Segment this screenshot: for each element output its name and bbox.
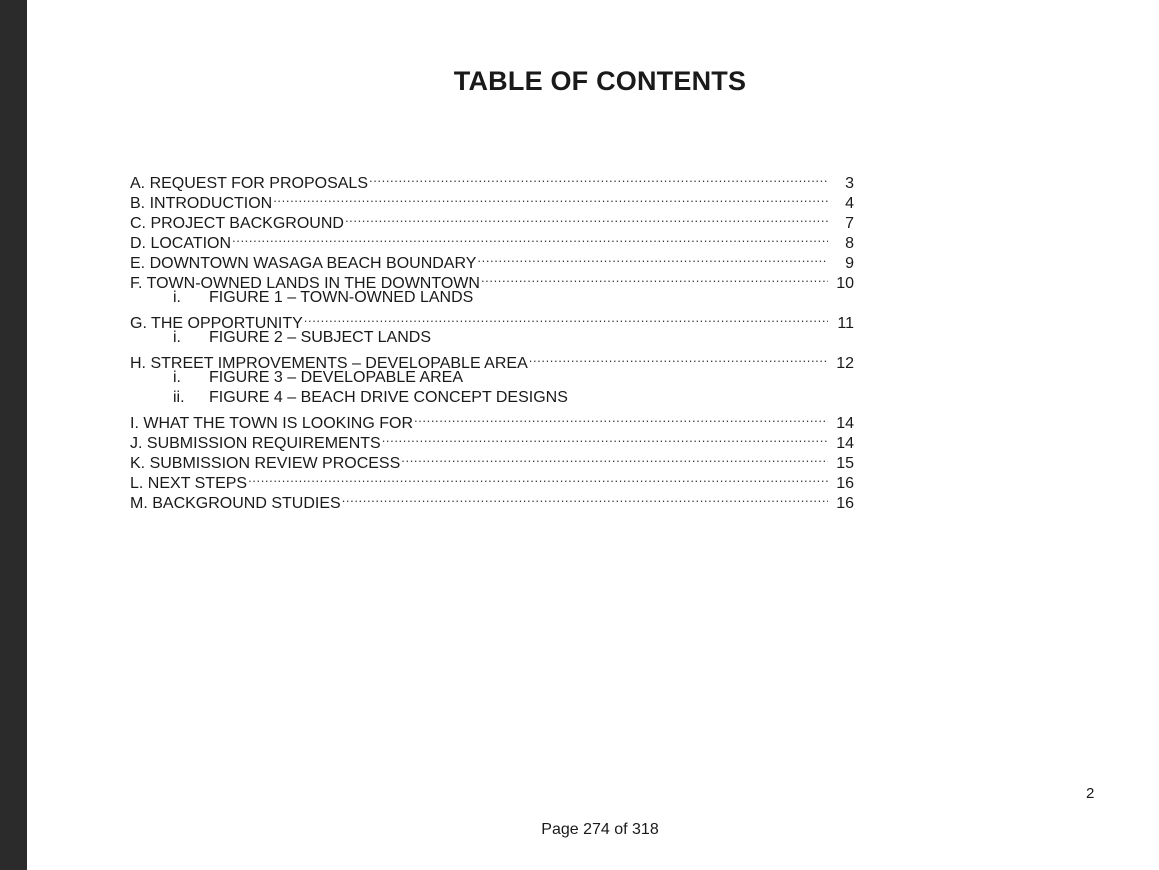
- toc-entry-page: 3: [845, 175, 854, 192]
- toc-entry-label: B. INTRODUCTION: [130, 195, 273, 212]
- toc-entry-page: 14: [836, 415, 854, 432]
- toc-entry-label: J. SUBMISSION REQUIREMENTS: [130, 435, 381, 452]
- toc-entry[interactable]: [130, 248, 854, 272]
- toc-entry[interactable]: [130, 448, 854, 472]
- toc-entry[interactable]: [130, 468, 854, 492]
- toc-entry-label: C. PROJECT BACKGROUND: [130, 215, 344, 232]
- toc-subentry[interactable]: [130, 368, 854, 388]
- page-number: 2: [1086, 785, 1095, 802]
- toc-dot-leader: [481, 268, 828, 288]
- toc-subentry-number: ii.: [173, 389, 185, 406]
- toc-entry-label: I. WHAT THE TOWN IS LOOKING FOR: [130, 415, 413, 432]
- page-title: TABLE OF CONTENTS: [453, 66, 747, 96]
- toc-dot-leader: [248, 468, 828, 488]
- toc-dot-leader: [401, 448, 828, 468]
- toc-entry-page: 12: [836, 355, 854, 372]
- toc-entry[interactable]: [130, 168, 854, 192]
- toc-subentry-label: FIGURE 2 – SUBJECT LANDS: [209, 329, 431, 346]
- toc-entry[interactable]: [130, 348, 854, 372]
- page-footer: Page 274 of 318: [541, 821, 659, 838]
- toc-entry-page: 9: [845, 255, 854, 272]
- toc-entry[interactable]: [130, 488, 854, 512]
- toc-entry-label: K. SUBMISSION REVIEW PROCESS: [130, 455, 401, 472]
- toc-entry[interactable]: [130, 228, 854, 252]
- document-page: [27, 0, 1159, 870]
- viewer-side-bar: [0, 0, 27, 870]
- toc-entry[interactable]: [130, 408, 854, 432]
- toc-entry-page: 14: [836, 435, 854, 452]
- toc-entry-label: A. REQUEST FOR PROPOSALS: [130, 175, 368, 192]
- toc-dot-leader: [529, 348, 828, 368]
- toc-entry-label: E. DOWNTOWN WASAGA BEACH BOUNDARY: [130, 255, 477, 272]
- toc-subentry-number: i.: [173, 329, 181, 346]
- toc-subentry[interactable]: [130, 288, 854, 308]
- toc-subentry[interactable]: [130, 328, 854, 348]
- toc-entry-page: 7: [845, 215, 854, 232]
- toc-dot-leader: [345, 208, 828, 228]
- toc-entry[interactable]: [130, 308, 854, 332]
- toc-subentry-number: i.: [173, 369, 181, 386]
- toc-entry-label: L. NEXT STEPS: [130, 475, 248, 492]
- toc-subentry-label: FIGURE 3 – DEVELOPABLE AREA: [209, 369, 464, 386]
- toc-entry-label: D. LOCATION: [130, 235, 232, 252]
- toc-entry-label: M. BACKGROUND STUDIES: [130, 495, 341, 512]
- toc-entry-label: G. THE OPPORTUNITY: [130, 315, 303, 332]
- toc-entry-page: 16: [836, 475, 854, 492]
- toc-entry-page: 10: [836, 275, 854, 292]
- toc-dot-leader: [414, 408, 828, 428]
- toc-entry[interactable]: [130, 428, 854, 452]
- toc-dot-leader: [477, 248, 828, 268]
- toc-entry-page: 16: [836, 495, 854, 512]
- toc-dot-leader: [382, 428, 828, 448]
- toc-subentry-label: FIGURE 1 – TOWN-OWNED LANDS: [209, 289, 474, 306]
- toc-entry-page: 8: [845, 235, 854, 252]
- toc-entry-page: 15: [836, 455, 854, 472]
- toc-entry-page: 11: [837, 315, 854, 332]
- toc-subentry-number: i.: [173, 289, 181, 306]
- toc-subentry[interactable]: [130, 388, 854, 408]
- toc-entry[interactable]: [130, 188, 854, 212]
- toc-entry[interactable]: [130, 208, 854, 232]
- toc-entry-page: 4: [845, 195, 854, 212]
- toc-dot-leader: [273, 188, 828, 208]
- toc-dot-leader: [342, 488, 828, 508]
- toc-entry-label: F. TOWN-OWNED LANDS IN THE DOWNTOWN: [130, 275, 480, 292]
- table-of-contents: [130, 168, 854, 512]
- toc-entry-label: H. STREET IMPROVEMENTS – DEVELOPABLE AREA: [130, 355, 528, 372]
- toc-subentry-label: FIGURE 4 – BEACH DRIVE CONCEPT DESIGNS: [209, 389, 568, 406]
- toc-dot-leader: [304, 308, 828, 328]
- toc-entry[interactable]: [130, 268, 854, 292]
- toc-dot-leader: [232, 228, 828, 248]
- toc-dot-leader: [369, 168, 828, 188]
